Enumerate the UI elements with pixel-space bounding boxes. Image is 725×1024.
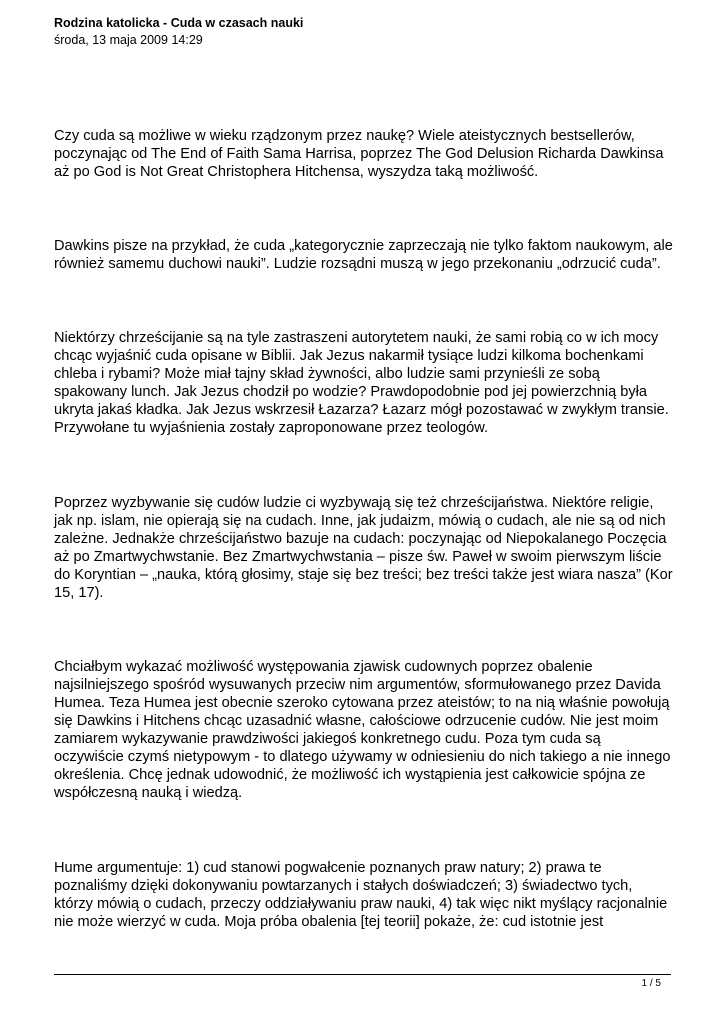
text-line: zamiarem wykazywanie prawdziwości jakiegoś konkretnego cudu. Poza tym cuda są — [54, 731, 601, 747]
text-line: poznaliśmy dzięki dokonywaniu powtarzanych i stałych doświadczeń; 3) świadectwo tych, — [54, 878, 633, 894]
text-line: najsilniejszego spośród wysuwanych przeciw nim argumentów, sformułowanego przez Davida — [54, 677, 661, 693]
text-line: Humea. Teza Humea jest obecnie szeroko cytowana przez ateistów; to na nią właśnie powołują — [54, 695, 670, 711]
text-line: nie może wierzyć w cuda. Moja próba obalenia [tej teorii] pokaże, że: cud istotnie jest — [54, 914, 604, 930]
text-line: się Dawkins i Hitchens chcąc uzasadnić własne, całościowe odrzucenie cudów. Nie jest moim — [54, 713, 659, 729]
text-line: Dawkins pisze na przykład, że cuda „kategorycznie zaprzeczają nie tylko faktom naukowym, ale — [54, 238, 673, 254]
text-line: również samemu duchowi nauki”. Ludzie rozsądni muszą w jego przekonaniu „odrzucić cuda”. — [54, 256, 661, 272]
text-line: Hume argumentuje: 1) cud stanowi pogwałcenie poznanych praw natury; 2) prawa te — [54, 860, 602, 876]
text-line: aż po God is Not Great Christophera Hitchensa, wyszydza taką możliwość. — [54, 164, 539, 180]
paragraph-1 — [54, 127, 674, 181]
text-line: oczywiście czymś nietypowym - to dlatego używamy w odniesieniu do nich takiego a nie innego — [54, 749, 671, 765]
text-line: spakowany lunch. Jak Jezus chodził po wodzie? Prawdopodobnie pod jej powierzchnią była — [54, 384, 648, 400]
text-line: zależne. Jednakże chrześcijaństwo bazuje na cudach: poczynając od Niepokalanego Poczęcia — [54, 531, 667, 547]
text-line: ukryta jakaś kładka. Jak Jezus wskrzesił Łazarza? Łazarz mógł pozostawać w zwykłym transie. — [54, 402, 669, 418]
paragraph-4 — [54, 494, 674, 602]
paragraph-2 — [54, 237, 674, 273]
text-line: Przywołane tu wyjaśnienia zostały zaproponowane przez teologów. — [54, 420, 489, 436]
page-number: 1 / 5 — [641, 978, 661, 989]
text-line: chcąc wyjaśnić cuda opisane w Biblii. Jak Jezus nakarmił tysiące ludzi kilkoma bochenkami — [54, 348, 644, 364]
text-line: aż po Zmartwychwstanie. Bez Zmartwychwstania – pisze św. Paweł w swoim pierwszym liście — [54, 549, 662, 565]
paragraph-6 — [54, 859, 674, 931]
paragraph-5 — [54, 658, 674, 802]
text-line: Poprzez wyzbywanie się cudów ludzie ci wyzbywają się też chrześcijaństwa. Niektóre religie, — [54, 495, 654, 511]
text-line: do Koryntian – „nauka, którą głosimy, staje się bez treści; bez treści także jest wiara nasza” (Kor — [54, 567, 673, 583]
text-line: którzy mówią o cudach, przeczy oddziaływaniu praw nauki, 4) tak więc nikt myślący racjonalnie — [54, 896, 668, 912]
text-line: 15, 17). — [54, 585, 104, 601]
text-line: Niektórzy chrześcijanie są na tyle zastraszeni autorytetem nauki, że sami robią co w ich mocy — [54, 330, 659, 346]
document-title: Rodzina katolicka - Cuda w czasach nauki — [54, 16, 304, 30]
text-line: Czy cuda są możliwe w wieku rządzonym przez naukę? Wiele ateistycznych bestsellerów, — [54, 128, 635, 144]
text-line: chleba i rybami? Może miał tajny skład żywności, albo ludzie sami przynieśli ze sobą — [54, 366, 600, 382]
document-date: środa, 13 maja 2009 14:29 — [54, 33, 203, 47]
text-line: Chciałbym wykazać możliwość występowania zjawisk cudownych poprzez obalenie — [54, 659, 593, 675]
text-line: współczesną nauką i wiedzą. — [54, 785, 243, 801]
text-line: określenia. Chcę jednak udowodnić, że możliwość ich wystąpienia jest całkowicie spójna ze — [54, 767, 646, 783]
text-line: poczynając od The End of Faith Sama Harrisa, poprzez The God Delusion Richarda Dawkinsa — [54, 146, 664, 162]
footer-divider — [54, 974, 671, 975]
text-line: jak np. islam, nie opierają się na cudach. Inne, jak judaizm, mówią o cudach, ale nie są od nich — [54, 513, 666, 529]
paragraph-3 — [54, 329, 674, 437]
